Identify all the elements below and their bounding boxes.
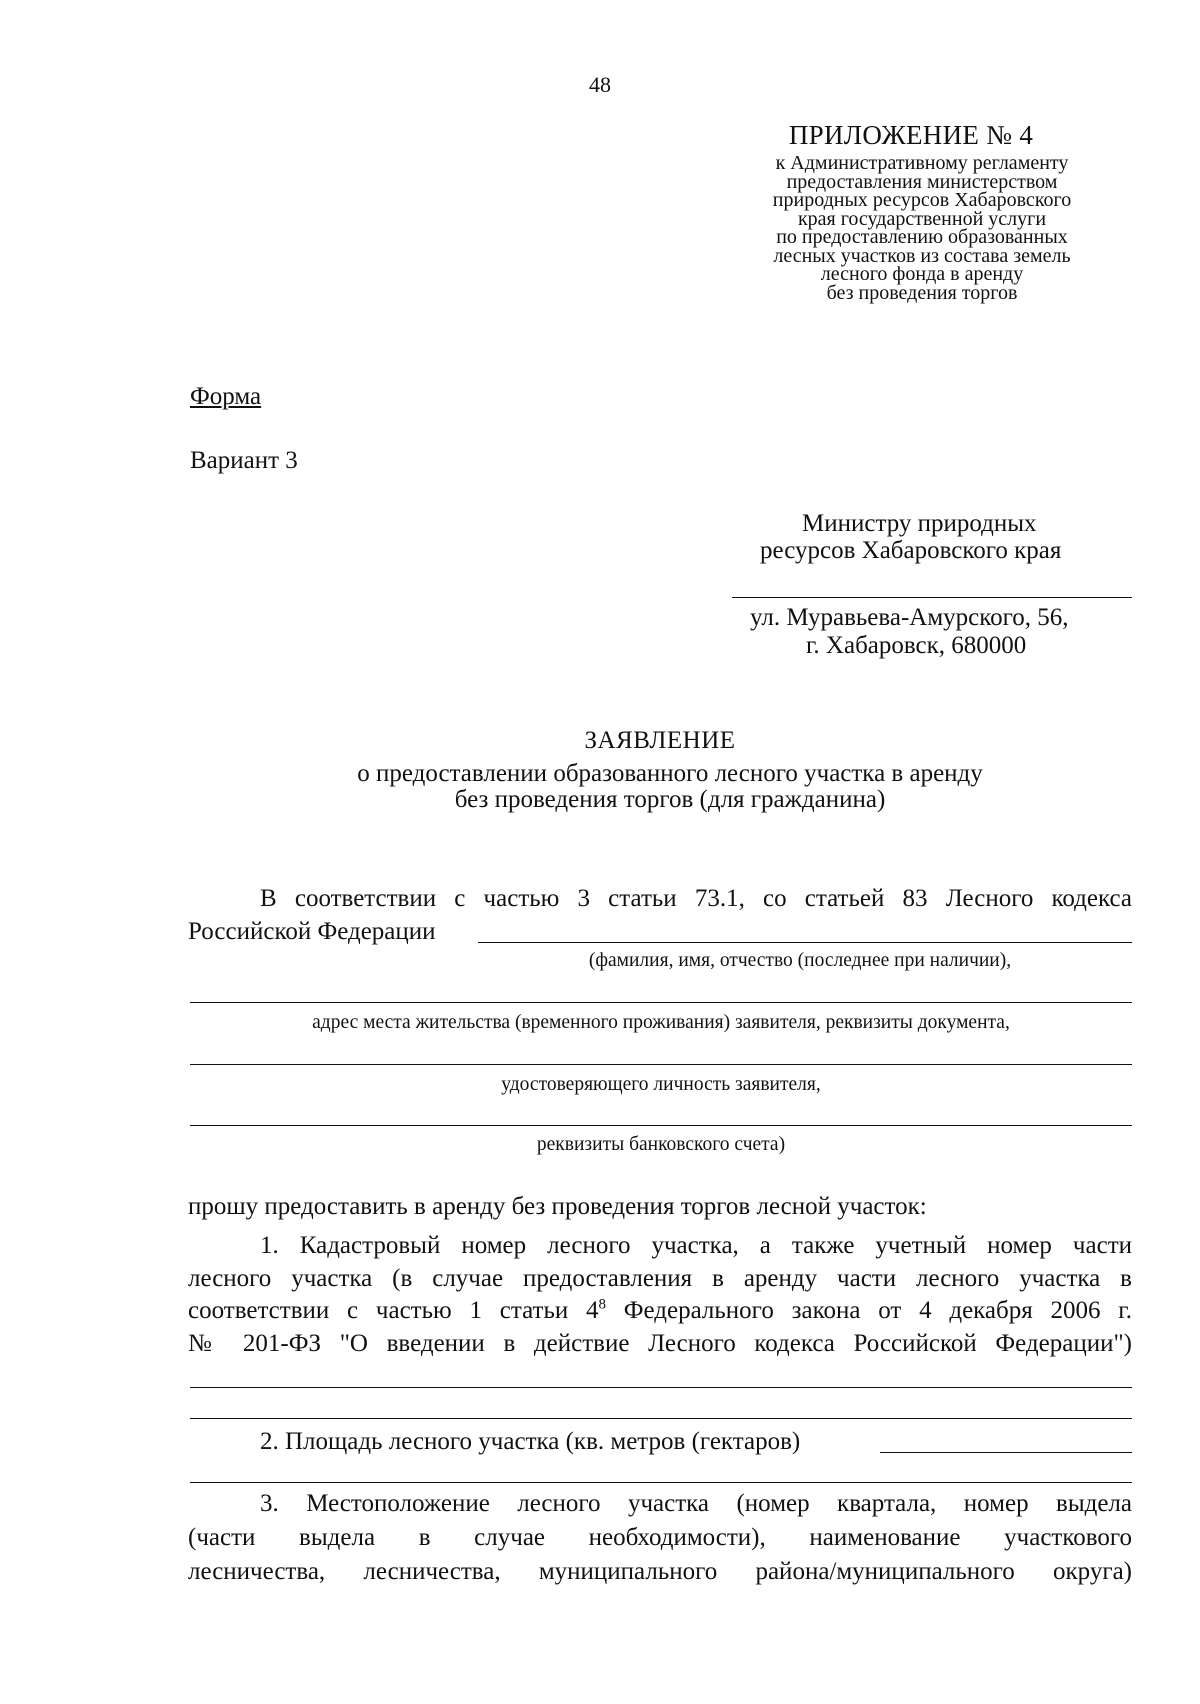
applicant-bank-field[interactable]	[190, 1125, 1132, 1126]
appendix-line: по предоставлению образованных	[776, 226, 1068, 248]
applicant-address-field[interactable]	[190, 1002, 1132, 1003]
document-title: ЗАЯВЛЕНИЕ	[584, 727, 736, 754]
appendix-line: края государственной услуги	[797, 207, 1047, 230]
variant-label: Вариант 3	[190, 447, 298, 474]
item1-line1: 1. Кадастровый номер лесного участка, а также учетный номер части	[260, 1232, 1132, 1259]
recipient-line: Министру природных	[802, 510, 1037, 537]
applicant-name-field[interactable]	[478, 942, 1132, 943]
item1-superscript: 8	[598, 1296, 606, 1313]
item1-line3-before: соответствии с частью 1 статьи 4	[188, 1297, 599, 1324]
address-line: ул. Муравьева-Амурского, 56,	[750, 604, 1069, 631]
item2-answer-field-2[interactable]	[190, 1482, 1132, 1483]
appendix-title: ПРИЛОЖЕНИЕ № 4	[788, 120, 1034, 150]
caption-identity: удостоверяющего личность заявителя,	[501, 1074, 821, 1095]
appendix-description	[740, 154, 1130, 302]
item1-answer-field[interactable]	[190, 1387, 1132, 1388]
subtitle-line: без проведения торгов (для гражданина)	[454, 786, 886, 813]
caption-address: адрес места жительства (временного проживания) заявителя, реквизиты документа,	[312, 1012, 1010, 1033]
item3-line1: 3. Местоположение лесного участка (номер квартала, номер выдела	[260, 1490, 1132, 1517]
recipient-line: ресурсов Хабаровского края	[760, 537, 1062, 564]
request-line: прошу предоставить в аренду без проведения торгов лесной участок:	[188, 1193, 927, 1220]
address-block	[750, 604, 1130, 660]
appendix-line: лесных участков из состава земель	[773, 244, 1071, 267]
appendix-line: природных ресурсов Хабаровского	[772, 189, 1072, 211]
appendix-line: предоставления министерством	[786, 170, 1058, 193]
item1-line4: № 201-ФЗ "О введении в действие Лесного кодекса Российской Федерации")	[188, 1330, 1132, 1357]
item3-line3: лесничества, лесничества, муниципального района/муниципального округа)	[188, 1558, 1132, 1585]
caption-bank: реквизиты банковского счета)	[536, 1134, 786, 1155]
item3-line2: (части выдела в случае необходимости), наименование участкового	[188, 1524, 1132, 1551]
applicant-identity-field[interactable]	[190, 1064, 1132, 1065]
intro-line-2	[188, 915, 1132, 948]
document-subtitle	[230, 761, 1110, 813]
recipient-name-line	[732, 597, 1132, 598]
recipient-block	[760, 510, 1140, 564]
appendix-line: без проведения торгов	[826, 281, 1018, 304]
intro-line-2-text: Российской Федерации	[188, 918, 436, 945]
item1-line3-after: Федерального закона от 4 декабря 2006 г.	[606, 1297, 1132, 1324]
intro-line-1: В соответствии с частью 3 статьи 73.1, со статьей 83 Лесного кодекса	[260, 885, 1132, 912]
caption-name: (фамилия, имя, отчество (последнее при наличии),	[588, 950, 1012, 971]
item2-line: 2. Площадь лесного участка (кв. метров (гектаров)	[260, 1428, 801, 1455]
item1-line2: лесного участка (в случае предоставления в аренду части лесного участка в	[188, 1265, 1132, 1292]
page-number: 48	[589, 72, 611, 97]
item1-answer-field-2[interactable]	[190, 1418, 1132, 1419]
item1-line3	[188, 1294, 1132, 1327]
appendix-line: к Административному регламенту	[775, 152, 1069, 174]
form-label: Форма	[190, 383, 262, 410]
item2-answer-field[interactable]	[880, 1452, 1132, 1453]
subtitle-line: о предоставлении образованного лесного участка в аренду	[357, 760, 983, 787]
appendix-line: лесного фонда в аренду	[820, 263, 1024, 285]
address-line: г. Хабаровск, 680000	[806, 632, 1027, 659]
